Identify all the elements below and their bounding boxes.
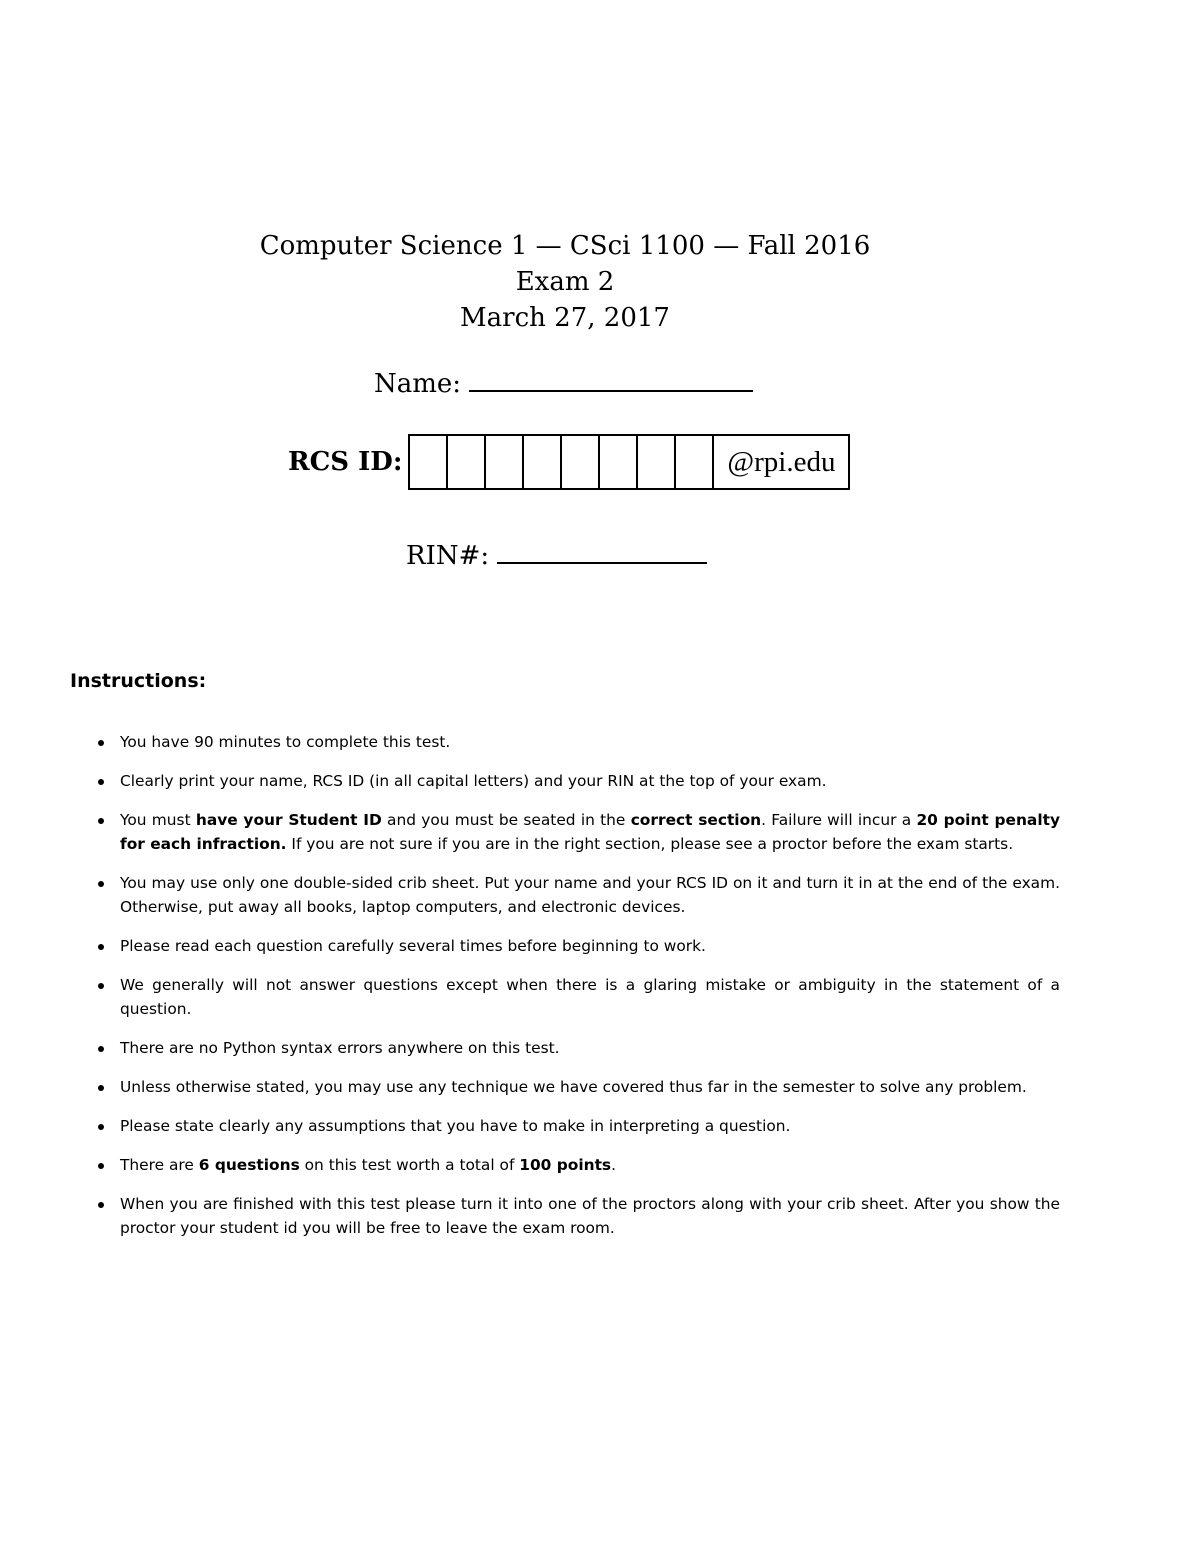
instruction-item: [98, 1036, 1060, 1060]
instruction-text: correct section: [630, 811, 762, 829]
instruction-text: and you must be seated in the: [381, 811, 631, 829]
exam-date: March 27, 2017: [460, 303, 670, 333]
bullet-icon: [98, 740, 104, 746]
rcs-id-boxes: [408, 434, 850, 490]
instruction-text: You may use only one double-sided crib sheet. Put your name and your RCS ID on it and turn it in at the end of the exam. Otherwise, put away all books, laptop computers, and electronic devices.: [120, 874, 1060, 916]
instruction-item: [98, 973, 1060, 1021]
bullet-icon: [98, 779, 104, 785]
instructions-heading: Instructions:: [70, 670, 207, 692]
name-label: Name:: [374, 369, 462, 399]
instruction-text: 6 questions: [198, 1156, 300, 1174]
instruction-text: Please read each question carefully several times before beginning to work.: [120, 937, 706, 955]
instruction-item: [98, 871, 1060, 919]
course-title: Computer Science 1 — CSci 1100 — Fall 2016: [259, 231, 871, 261]
instruction-text: Clearly print your name, RCS ID (in all capital letters) and your RIN at the top of your exam.: [120, 772, 827, 790]
instructions-list: [98, 730, 1060, 1255]
instruction-text: have your Student ID: [195, 811, 382, 829]
rcs-id-box[interactable]: [638, 436, 676, 488]
title-block: [0, 228, 1130, 336]
rcs-id-box[interactable]: [486, 436, 524, 488]
instruction-text: 20 point penalty for each infraction.: [120, 811, 1060, 853]
bullet-icon: [98, 983, 104, 989]
instruction-text: There are: [120, 1156, 199, 1174]
instruction-text: .: [611, 1156, 616, 1174]
bullet-icon: [98, 1202, 104, 1208]
bullet-icon: [98, 1163, 104, 1169]
rin-field-row: [406, 538, 707, 574]
instruction-item: [98, 934, 1060, 958]
rcs-id-box[interactable]: [676, 436, 714, 488]
instruction-text: You have 90 minutes to complete this test.: [120, 733, 451, 751]
instruction-item: [98, 730, 1060, 754]
instruction-item: [98, 1075, 1060, 1099]
bullet-icon: [98, 1046, 104, 1052]
instruction-text: Please state clearly any assumptions that you have to make in interpreting a question.: [120, 1117, 791, 1135]
rcs-id-box[interactable]: [410, 436, 448, 488]
instruction-text: You must: [120, 811, 196, 829]
instruction-text: If you are not sure if you are in the right section, please see a proctor before the exam starts.: [286, 835, 1014, 853]
name-field-row: [374, 366, 753, 402]
instruction-text: 100 points: [519, 1156, 612, 1174]
rcs-id-box[interactable]: [448, 436, 486, 488]
bullet-icon: [98, 881, 104, 887]
rcs-id-domain-suffix: @rpi.edu: [727, 445, 836, 478]
instruction-text: We generally will not answer questions except when there is a glaring mistake or ambiguity in the statement of a question.: [120, 976, 1060, 1018]
rcs-id-box[interactable]: [524, 436, 562, 488]
rcs-id-box[interactable]: [600, 436, 638, 488]
instruction-text: . Failure will incur a: [761, 811, 917, 829]
instruction-text: There are no Python syntax errors anywhere on this test.: [120, 1039, 560, 1057]
name-blank-line[interactable]: [469, 366, 753, 392]
rin-blank-line[interactable]: [497, 538, 707, 564]
instruction-item: [98, 769, 1060, 793]
instruction-text: on this test worth a total of: [299, 1156, 520, 1174]
instruction-item: [98, 1153, 1060, 1177]
instruction-item: [98, 1114, 1060, 1138]
instruction-text: When you are finished with this test please turn it into one of the proctors along with your crib sheet. After you show the proctor your student id you will be free to leave the exam room.: [120, 1195, 1060, 1237]
instruction-item: [98, 808, 1060, 856]
rin-label: RIN#:: [406, 541, 490, 571]
bullet-icon: [98, 1085, 104, 1091]
exam-title: Exam 2: [515, 267, 615, 297]
rcs-id-label: RCS ID:: [288, 447, 403, 477]
bullet-icon: [98, 1124, 104, 1130]
instruction-text: Unless otherwise stated, you may use any technique we have covered thus far in the semester to solve any problem.: [120, 1078, 1027, 1096]
bullet-icon: [98, 818, 104, 824]
rcs-id-field-row: [288, 434, 850, 490]
rcs-id-box[interactable]: [562, 436, 600, 488]
instruction-item: [98, 1192, 1060, 1240]
bullet-icon: [98, 944, 104, 950]
